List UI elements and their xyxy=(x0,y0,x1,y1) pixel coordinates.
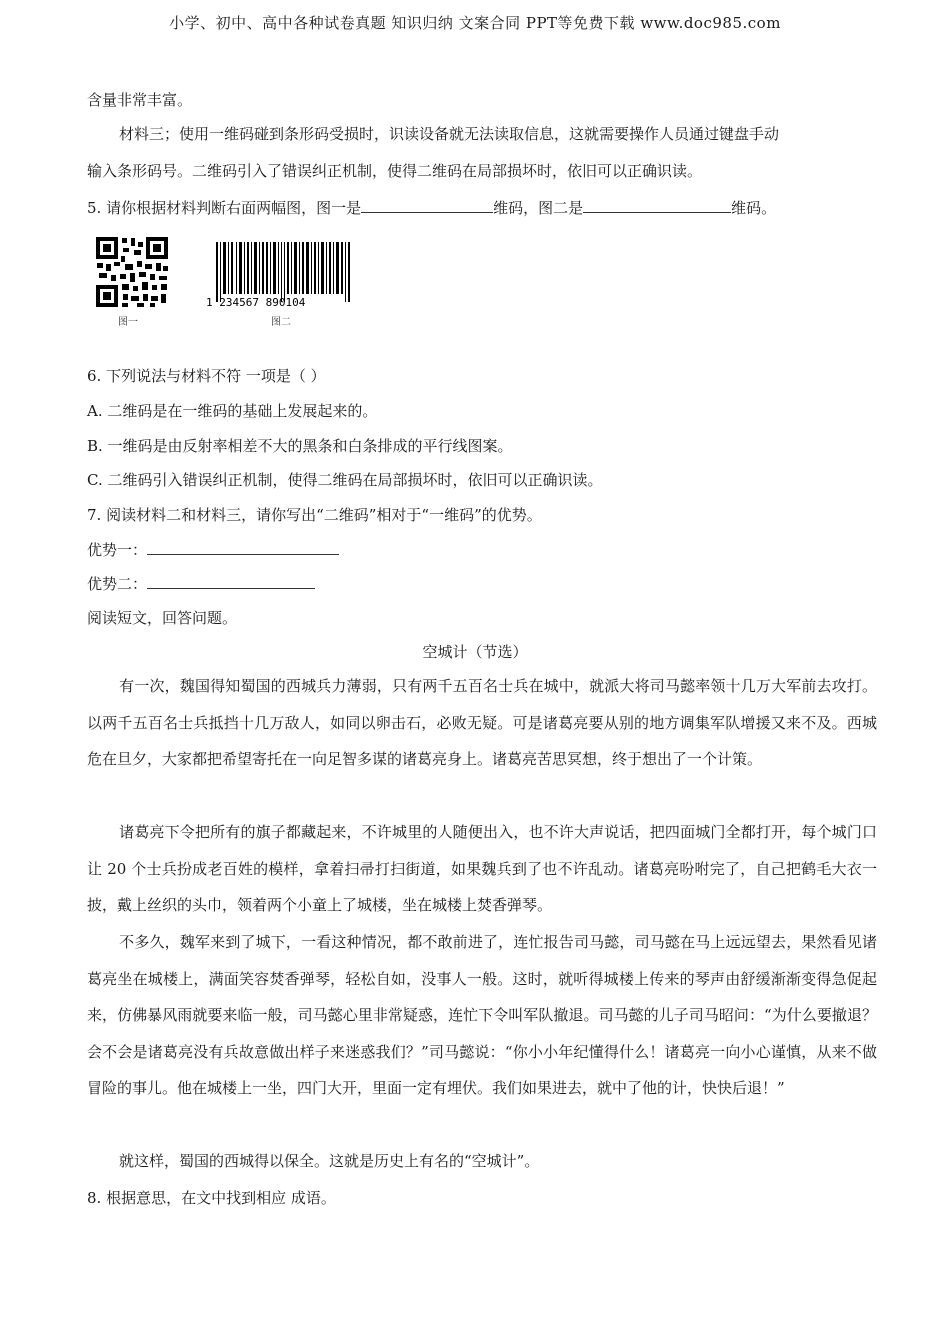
q5-text-a: 5. 请你根据材料判断右面两幅图，图一是 xyxy=(87,199,362,217)
barcode-number: 1 234567 890104 xyxy=(206,296,306,309)
question-8: 8. 根据意思，在文中找到相应 成语。 xyxy=(87,1189,336,1207)
story-paragraph-1-text: 有一次，魏国得知蜀国的西城兵力薄弱，只有两千五百名士兵在城中，就派大将司马懿率领十几万大军前去攻打。以两千五百名士兵抵挡十几万敌人，如同以卵击石，必败无疑。可是诸葛亮要从别的地方调集军队增援又来不及。西城危在旦夕，大家都把希望寄托在一向足智多谋的诸葛亮身上。诸葛亮苦思冥想，终于想出了一个计策。 xyxy=(87,677,877,768)
option-b: B. 一维码是由反射率相差不大的黑条和白条排成的平行线图案。 xyxy=(87,437,513,455)
qr-code-image xyxy=(95,236,169,308)
story-title: 空城计（节选） xyxy=(422,643,528,661)
option-c: C. 二维码引入错误纠正机制，使得二维码在局部损坏时，依旧可以正确识读。 xyxy=(87,471,603,489)
advantage-two-label: 优势二： xyxy=(87,575,148,593)
material-three-line2: 输入条形码号。二维码引入了错误纠正机制，使得二维码在局部损坏时，依旧可以正确识读。 xyxy=(87,161,703,180)
q5-blank-2[interactable] xyxy=(583,198,731,213)
text-line: 含量非常丰富。 xyxy=(87,91,193,109)
figure-1-caption: 图一 xyxy=(118,317,138,328)
story-paragraph-2-text: 诸葛亮下令把所有的旗子都藏起来，不许城里的人随便出入，也不许大声说话，把四面城门全都打开，每个城门口让 20 个士兵扮成老百姓的模样，拿着扫帚打扫街道，如果魏兵到了也不许乱动。诸葛亮吩咐完了，自己把鹤毛大衣一披，戴上丝织的头巾，领着两个小童上了城楼，坐在城楼上焚香弹琴。 xyxy=(87,823,877,914)
question-6: 6. 下列说法与材料不符 一项是（ ） xyxy=(87,367,326,385)
advantage-one xyxy=(87,540,339,560)
question-7: 7. 阅读材料二和材料三，请你写出“二维码”相对于“一维码”的优势。 xyxy=(87,506,542,524)
question-5 xyxy=(87,198,776,218)
page-header: 小学、初中、高中各种试卷真题 知识归纳 文案合同 PPT等免费下载 www.doc985.com xyxy=(169,14,781,32)
figure-2-caption: 图二 xyxy=(271,317,291,328)
reading-instruction: 阅读短文，回答问题。 xyxy=(87,609,238,627)
material-three-line1: 材料三；使用一维码碰到条形码受损时，识读设备就无法读取信息，这就需要操作人员通过键盘手动 xyxy=(119,125,780,143)
option-a: A. 二维码是在一维码的基础上发展起来的。 xyxy=(87,402,378,420)
story-paragraph-4 xyxy=(87,1143,877,1180)
story-paragraph-3 xyxy=(87,924,877,1107)
story-paragraph-3-text: 不多久，魏军来到了城下，一看这种情况，都不敢前进了，连忙报告司马懿，司马懿在马上远远望去，果然看见诸葛亮坐在城楼上，满面笑容焚香弹琴，轻松自如，没事人一般。这时，就听得城楼上传来的琴声由舒缓渐渐变得急促起来，仿佛暴风雨就要来临一般，司马懿心里非常疑惑，连忙下令叫军队撤退。司马懿的儿子司马昭问：“为什么要撤退？会不会是诸葛亮没有兵故意做出样子来迷惑我们？”司马懿说：“你小小年纪懂得什么！诸葛亮一向小心谨慎，从来不做冒险的事儿。他在城楼上一坐，四门大开，里面一定有埋伏。我们如果进去，就中了他的计，快快后退！” xyxy=(87,933,877,1097)
story-paragraph-2 xyxy=(87,814,877,924)
advantage-two xyxy=(87,574,315,594)
story-paragraph-4-text: 就这样，蜀国的西城得以保全。这就是历史上有名的“空城计”。 xyxy=(119,1152,540,1170)
advantage-two-blank[interactable] xyxy=(147,574,315,589)
q5-blank-1[interactable] xyxy=(361,198,493,213)
advantage-one-label: 优势一： xyxy=(87,541,148,559)
q5-text-b: 维码，图二是 xyxy=(493,199,584,217)
story-paragraph-1 xyxy=(87,668,877,778)
advantage-one-blank[interactable] xyxy=(147,540,339,555)
barcode-image xyxy=(205,240,365,310)
q5-text-c: 维码。 xyxy=(731,199,777,217)
material-three xyxy=(87,116,877,189)
